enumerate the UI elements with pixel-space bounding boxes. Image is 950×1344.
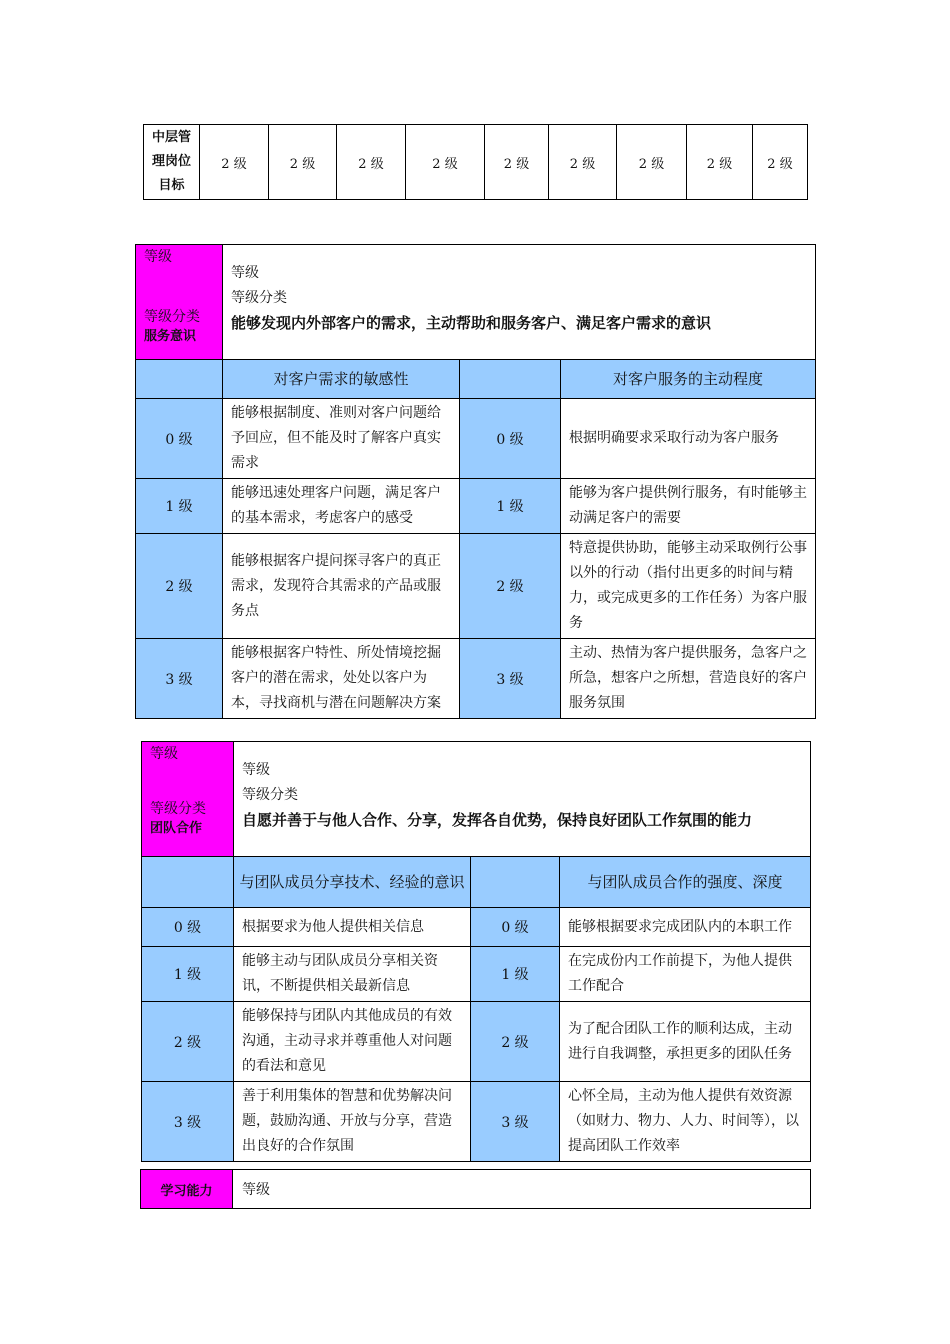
dimension-header-row [136,360,816,399]
level-cell: 2 级 [485,125,549,200]
level-cell: 2 级 [142,1002,234,1082]
dimension-1-description: 能够主动与团队成员分享相关资讯，不断提供相关最新信息 [234,947,471,1002]
desc-level-label: 等级 [231,265,259,281]
level-cell: 3 级 [460,639,561,719]
table-row [142,1002,811,1082]
competency-header-row [142,742,811,857]
side-category-label: 等级分类 [144,309,200,325]
competency-definition: 能够发现内外部客户的需求，主动帮助和服务客户、满足客户需求的意识 [231,314,712,332]
level-cell: 1 级 [471,947,560,1002]
level-cell: 0 级 [136,399,223,479]
row-header-line: 中层管 [151,130,191,145]
dimension-header-row [142,857,811,908]
dimension-2-description: 能够为客户提供例行服务，有时能够主动满足客户的需要 [561,479,816,534]
dimension-1-header: 对客户需求的敏感性 [223,360,460,399]
level-cell: 2 级 [687,125,753,200]
dimension-1-description: 能够迅速处理客户问题，满足客户的基本需求，考虑客户的感受 [223,479,460,534]
level-cell: 2 级 [549,125,617,200]
mid-management-target-table [143,124,808,200]
blank-header-cell [136,360,223,399]
dimension-2-description: 特意提供协助，能够主动采取例行公事以外的行动（指付出更多的时间与精力，或完成更多的工作任务）为客户服务 [561,534,816,639]
service-awareness-table [135,244,816,719]
dimension-1-description: 能够根据制度、准则对客户问题给予回应，但不能及时了解客户真实需求 [223,399,460,479]
row-header [144,125,200,200]
competency-name: 学习能力 [141,1170,233,1209]
side-level-label: 等级 [144,249,172,265]
table-row [136,399,816,479]
blank-header-cell [460,360,561,399]
competency-label-cell [142,742,234,857]
level-cell: 3 级 [136,639,223,719]
dimension-2-description: 能够根据要求完成团队内的本职工作 [560,908,811,947]
competency-description-cell [234,742,811,857]
level-cell: 1 级 [460,479,561,534]
dimension-2-description: 在完成份内工作前提下，为他人提供工作配合 [560,947,811,1002]
blank-header-cell [471,857,560,908]
level-cell: 1 级 [136,479,223,534]
competency-name: 服务意识 [144,329,197,344]
competency-description-cell [223,245,816,360]
blank-header-cell [142,857,234,908]
dimension-2-header: 与团队成员合作的强度、深度 [560,857,811,908]
desc-category-label: 等级分类 [242,787,298,803]
teamwork-table [141,741,811,1162]
side-category-label: 等级分类 [150,801,206,817]
level-cell: 2 级 [617,125,687,200]
level-cell: 2 级 [471,1002,560,1082]
level-cell: 2 级 [406,125,485,200]
table-row [136,479,816,534]
table-row [144,125,808,200]
learning-ability-table [140,1169,811,1209]
level-cell: 1 级 [142,947,234,1002]
row-header-line: 目标 [158,178,185,193]
table-row [136,534,816,639]
dimension-1-description: 根据要求为他人提供相关信息 [234,908,471,947]
row-header-line: 理岗位 [151,154,191,169]
level-cell: 0 级 [460,399,561,479]
competency-name: 团队合作 [150,821,203,836]
side-level-label: 等级 [150,746,178,762]
level-label: 等级 [233,1170,811,1209]
dimension-2-description: 心怀全局，主动为他人提供有效资源（如财力、物力、人力、时间等），以提高团队工作效率 [560,1082,811,1162]
desc-level-label: 等级 [242,762,270,778]
dimension-1-description: 能够根据客户特性、所处情境挖掘客户的潜在需求，处处以客户为本，寻找商机与潜在问题解决方案 [223,639,460,719]
table-row [142,947,811,1002]
competency-definition: 自愿并善于与他人合作、分享，发挥各自优势，保持良好团队工作氛围的能力 [242,811,753,829]
dimension-1-description: 能够保持与团队内其他成员的有效沟通，主动寻求并尊重他人对问题的看法和意见 [234,1002,471,1082]
desc-category-label: 等级分类 [231,290,287,306]
table-row [136,639,816,719]
dimension-2-description: 根据明确要求采取行动为客户服务 [561,399,816,479]
table-row [142,908,811,947]
dimension-2-description: 为了配合团队工作的顺利达成，主动进行自我调整，承担更多的团队任务 [560,1002,811,1082]
level-cell: 0 级 [471,908,560,947]
level-cell: 3 级 [471,1082,560,1162]
dimension-1-description: 能够根据客户提问探寻客户的真正需求，发现符合其需求的产品或服务点 [223,534,460,639]
level-cell: 0 级 [142,908,234,947]
level-cell: 2 级 [753,125,808,200]
dimension-2-description: 主动、热情为客户提供服务，急客户之所急，想客户之所想，营造良好的客户服务氛围 [561,639,816,719]
level-cell: 2 级 [269,125,337,200]
dimension-1-description: 善于利用集体的智慧和优势解决问题，鼓励沟通、开放与分享，营造出良好的合作氛围 [234,1082,471,1162]
competency-label-cell [136,245,223,360]
dimension-2-header: 对客户服务的主动程度 [561,360,816,399]
level-cell: 2 级 [200,125,269,200]
level-cell: 2 级 [460,534,561,639]
level-cell: 2 级 [337,125,406,200]
competency-header-row [136,245,816,360]
dimension-1-header: 与团队成员分享技术、经验的意识 [234,857,471,908]
level-cell: 3 级 [142,1082,234,1162]
table-row [142,1082,811,1162]
table-row [141,1170,811,1209]
level-cell: 2 级 [136,534,223,639]
